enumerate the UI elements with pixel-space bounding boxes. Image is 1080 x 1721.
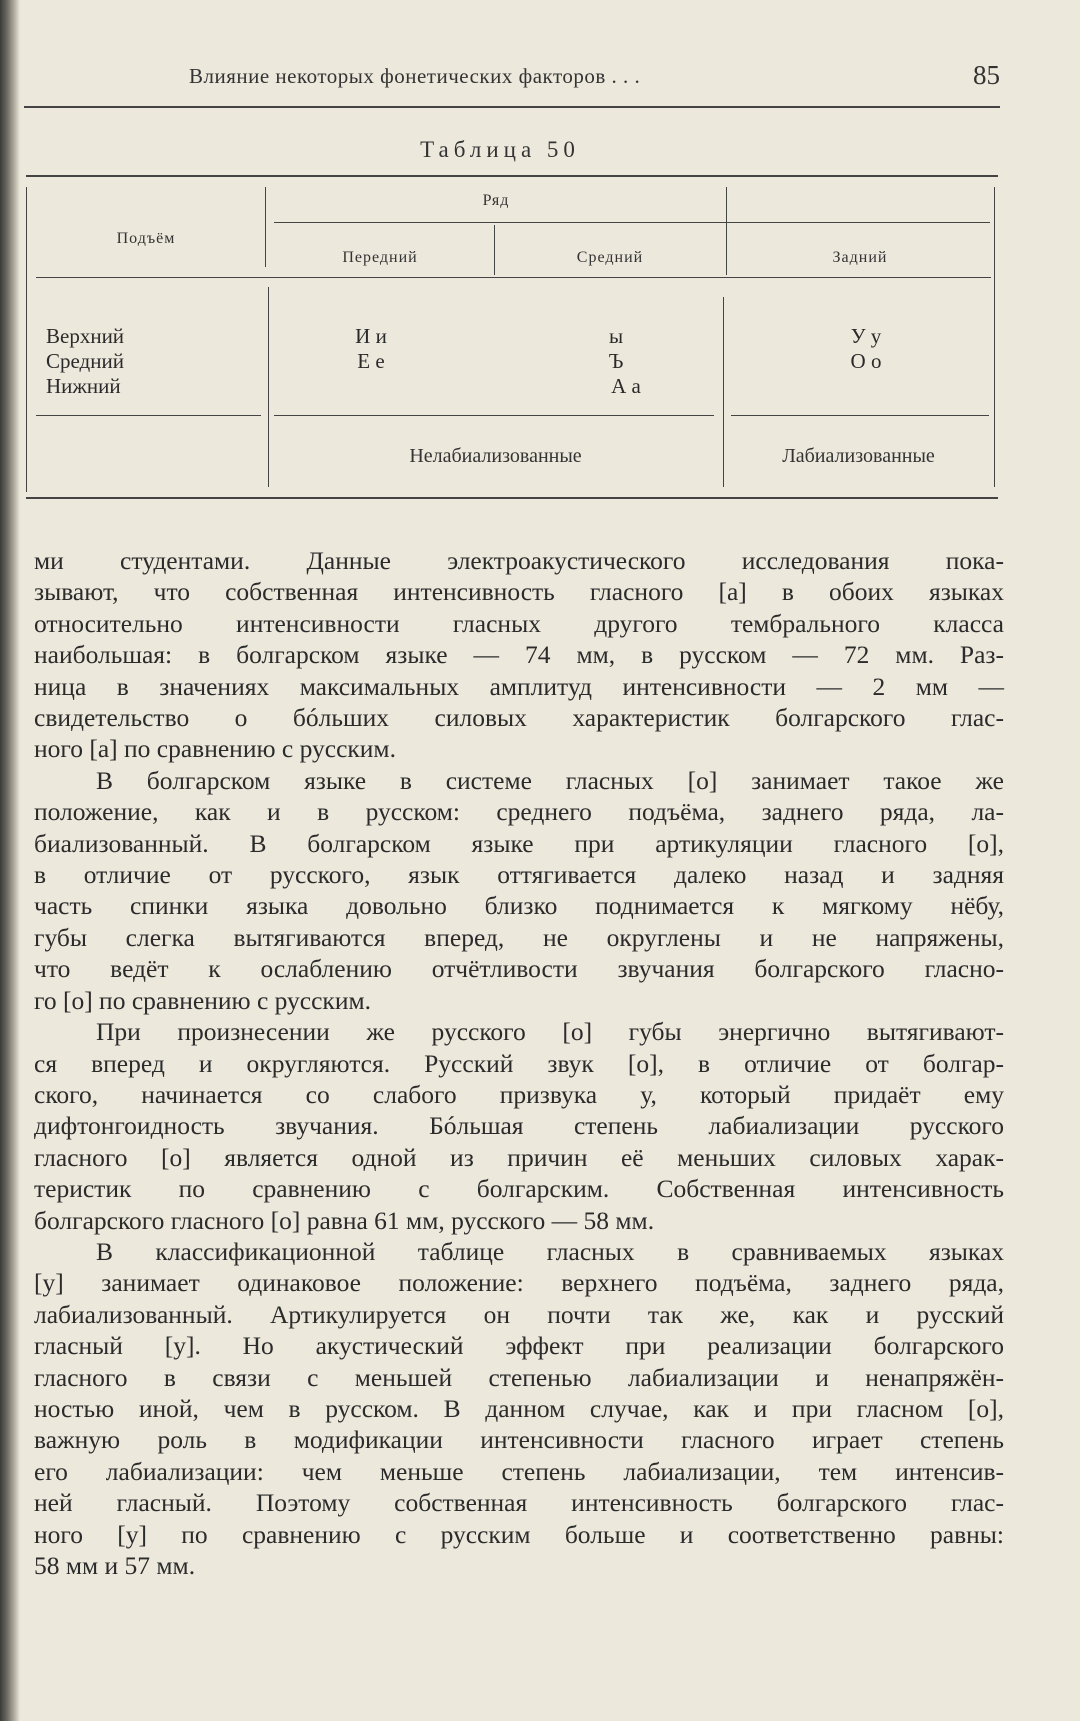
text-line: дифтонгоидность звучания. Бóльшая степень лабиализации русского: [34, 1111, 1004, 1141]
text-line: биализованный. В болгарском языке при артикуляции гласного [о],: [34, 828, 1004, 858]
column-header-front: Передний: [342, 249, 418, 266]
text-line: ского, начинается со слабого призвука у, который придаёт ему: [34, 1079, 1004, 1109]
text-line: При произнесении же русского [о] губы энергично вытягивают-: [96, 1017, 1004, 1047]
vowel-cell: У у: [850, 324, 882, 348]
text-line: ностью иной, чем в русском. В данном случае, как и при гласном [о],: [34, 1393, 1004, 1423]
text-line: наибольшая: в болгарском языке — 74 мм, в русском — 72 мм. Раз-: [34, 640, 1004, 670]
vowel-cell: О о: [850, 349, 882, 373]
table-rule: [274, 222, 990, 223]
vowel-cell: Е е: [357, 349, 385, 373]
running-title: Влияние некоторых фонетических факторов . . .: [189, 64, 641, 88]
row-group-header: Ряд: [482, 192, 510, 209]
group-unrounded: Нелабиализованные: [409, 445, 582, 467]
text-line: его лабиализации: чем меньше степень лабиализации, тем интенсив-: [34, 1456, 1004, 1486]
table-rule: [36, 277, 991, 278]
text-line: губы слегка вытягиваются вперед, не округлены и не напряжены,: [34, 922, 1004, 952]
text-line: свидетельство о бóльших силовых характеристик болгарского глас-: [34, 703, 1004, 733]
vowel-cell: А а: [611, 374, 641, 398]
vowel-table: [26, 175, 998, 499]
text-line: часть спинки языка довольно близко поднимается к мягкому нёбу,: [34, 891, 1004, 921]
row-label-low: Нижний: [46, 374, 121, 398]
column-header-back: Задний: [832, 249, 888, 266]
text-line: относительно интенсивности гласных другого тембрального класса: [34, 608, 1004, 638]
text-line: В болгарском языке в системе гласных [о] занимает такое же: [96, 765, 1004, 795]
vowel-cell: ы: [608, 324, 624, 348]
book-binding-shadow: [0, 0, 20, 1721]
text-line: [у] занимает одинаковое положение: верхнего подъёма, заднего ряда,: [34, 1268, 1004, 1298]
text-line: гласного в связи с меньшей степенью лабиализации и ненапряжён-: [34, 1362, 1004, 1392]
text-line: ми студентами. Данные электроакустического исследования пока-: [34, 546, 1004, 575]
text-line: важную роль в модификации интенсивности гласного играет степень: [34, 1425, 1004, 1455]
text-line: гласного [о] является одной из причин её меньших силовых харак-: [34, 1142, 1004, 1172]
body-text: [34, 545, 1004, 1581]
text-line: гласный [у]. Но акустический эффект при реализации болгарского: [34, 1331, 1004, 1361]
row-label-high: Верхний: [46, 324, 125, 348]
text-line: ся вперед и округляются. Русский звук [о], в отличие от болгар-: [34, 1048, 1004, 1078]
table-caption: Таблица 50: [420, 137, 580, 162]
text-line: теристик по сравнению с болгарским. Собственная интенсивность: [34, 1174, 1004, 1204]
table-rule: [731, 415, 989, 416]
text-line: го [о] по сравнению с русским.: [34, 985, 371, 1015]
text-line: положение, как и в русском: среднего подъёма, заднего ряда, ла-: [34, 797, 1004, 827]
text-line: 58 мм и 57 мм.: [34, 1551, 196, 1580]
text-line: в отличие от русского, язык оттягивается далеко назад и задняя: [34, 860, 1004, 890]
text-line: ного [а] по сравнению с русским.: [34, 734, 396, 764]
text-line: зывают, что собственная интенсивность гласного [а] в обоих языках: [34, 577, 1004, 607]
page-number: 85: [973, 60, 1000, 90]
vowel-cell: И и: [355, 324, 387, 348]
text-line: ней гласный. Поэтому собственная интенсивность болгарского глас-: [34, 1488, 1004, 1518]
page-header: [24, 60, 1000, 108]
text-line: болгарского гласного [о] равна 61 мм, русского — 58 мм.: [34, 1205, 655, 1235]
text-line: В классификационной таблице гласных в сравниваемых языках: [96, 1236, 1004, 1266]
text-line: ница в значениях максимальных амплитуд интенсивности — 2 мм —: [34, 671, 1004, 701]
vowel-cell: Ъ: [608, 349, 624, 373]
table-rule: [994, 187, 995, 487]
text-line: что ведёт к ослаблению отчётливости звучания болгарского гласно-: [34, 954, 1004, 984]
group-rounded: Лабиализованные: [782, 445, 935, 467]
row-label-mid: Средний: [46, 349, 124, 373]
text-line: лабиализованный. Артикулируется он почти так же, как и русский: [34, 1299, 1004, 1329]
table-rule: [274, 415, 714, 416]
column-header-central: Средний: [576, 249, 644, 266]
corner-header: Подъём: [116, 230, 176, 247]
table-rule: [36, 415, 261, 416]
text-line: ного [у] по сравнению с русским больше и соответственно равны:: [34, 1519, 1004, 1549]
